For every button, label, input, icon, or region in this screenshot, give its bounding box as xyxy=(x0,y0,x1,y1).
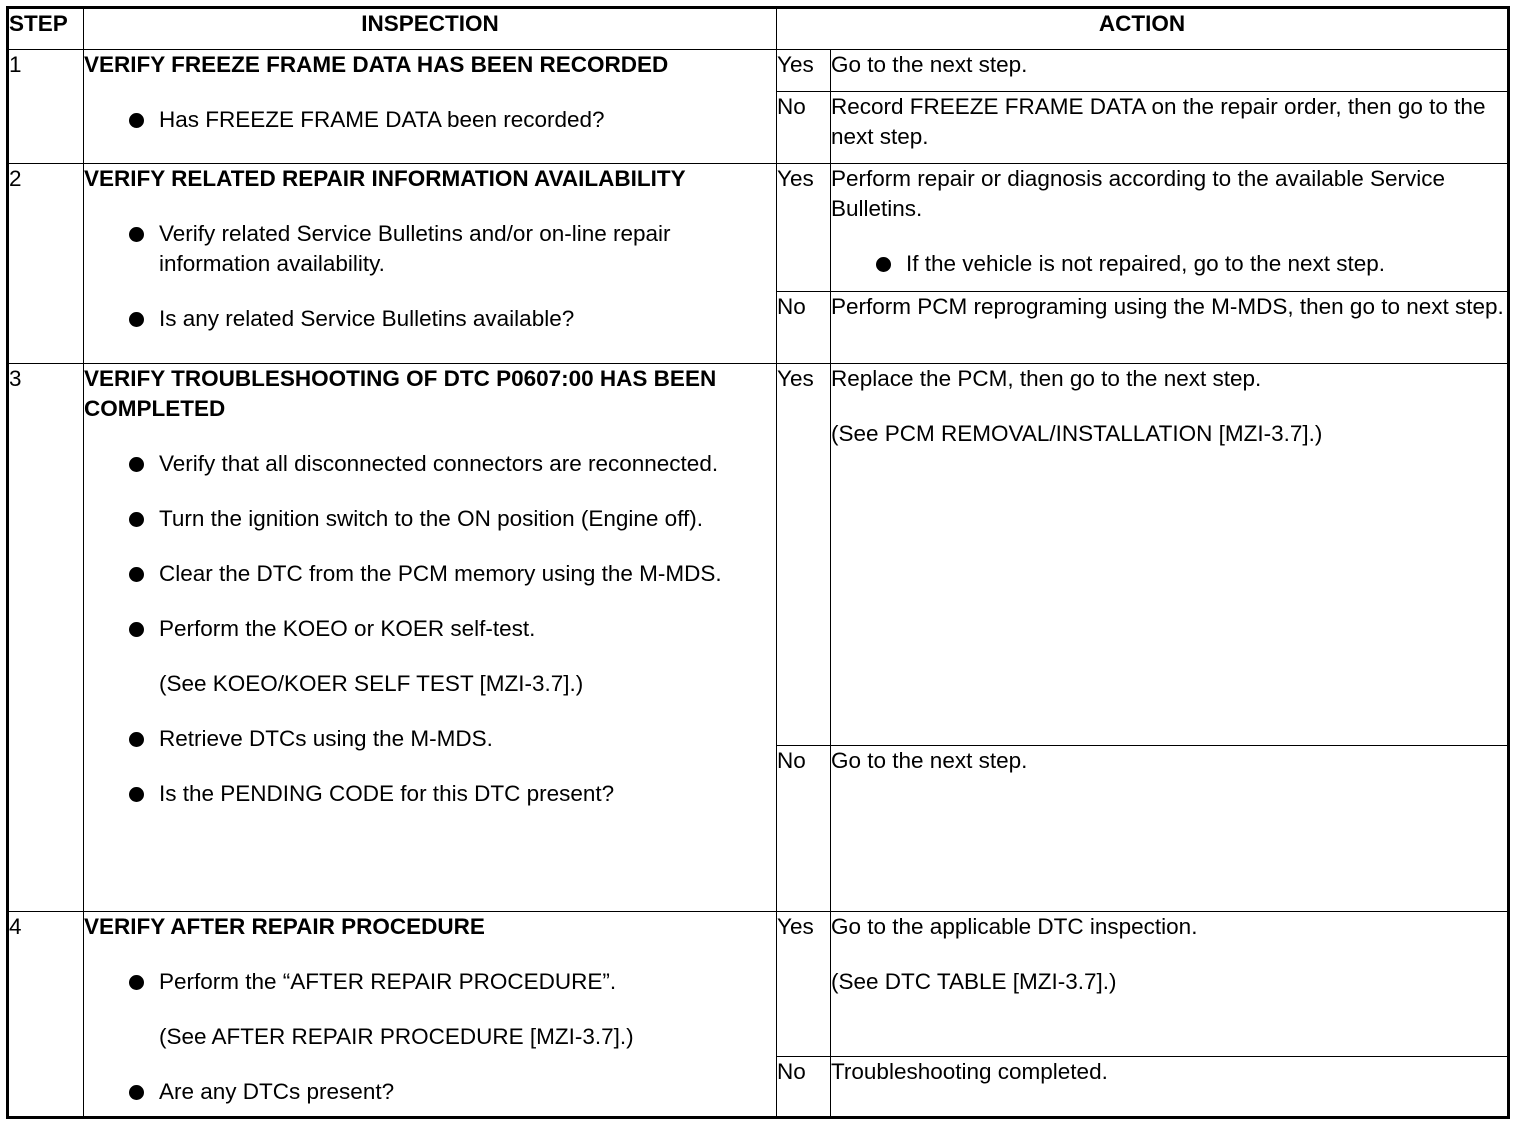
step-number: 2 xyxy=(8,164,84,364)
step-title: VERIFY TROUBLESHOOTING OF DTC P0607:00 HAS BEEN COMPLETED xyxy=(84,366,717,421)
step-number: 4 xyxy=(8,912,84,1118)
action-item: If the vehicle is not repaired, go to the next step. xyxy=(831,249,1507,279)
no-action: Record FREEZE FRAME DATA on the repair order, then go to the next step. xyxy=(831,92,1509,164)
inspection-list xyxy=(84,967,776,1107)
yes-label: Yes xyxy=(777,164,831,292)
yes-reference: (See PCM REMOVAL/INSTALLATION [MZI-3.7].) xyxy=(831,421,1323,446)
inspection-item: Is any related Service Bulletins available? xyxy=(84,304,776,334)
no-action: Go to the next step. xyxy=(831,746,1509,912)
inspection-item: Is the PENDING CODE for this DTC present? xyxy=(84,779,776,809)
inspection-item: Perform the KOEO or KOER self-test. xyxy=(84,614,776,644)
no-label: No xyxy=(777,746,831,912)
inspection-cell xyxy=(84,164,777,364)
inspection-item: Perform the “AFTER REPAIR PROCEDURE”. xyxy=(84,967,776,997)
inspection-list xyxy=(84,219,776,334)
action-list xyxy=(831,249,1507,279)
no-label: No xyxy=(777,292,831,364)
header-row xyxy=(8,8,1509,50)
no-action: Perform PCM reprograming using the M-MDS, then go to next step. xyxy=(831,292,1509,364)
yes-action-cell xyxy=(831,912,1509,1057)
inspection-item: Are any DTCs present? xyxy=(84,1077,776,1107)
inspection-list xyxy=(84,105,776,135)
inspection-item: Verify that all disconnected connectors are reconnected. xyxy=(84,449,776,479)
troubleshooting-table xyxy=(6,6,1510,1119)
inspection-item: Has FREEZE FRAME DATA been recorded? xyxy=(84,105,776,135)
yes-action: Perform repair or diagnosis according to the available Service Bulletins. xyxy=(831,166,1446,221)
yes-label: Yes xyxy=(777,364,831,746)
no-label: No xyxy=(777,1057,831,1118)
inspection-cell xyxy=(84,912,777,1118)
yes-label: Yes xyxy=(777,50,831,92)
inspection-reference: (See KOEO/KOER SELF TEST [MZI-3.7].) xyxy=(159,671,584,696)
yes-reference: (See DTC TABLE [MZI-3.7].) xyxy=(831,969,1117,994)
yes-action: Go to the applicable DTC inspection. xyxy=(831,914,1198,939)
yes-action-cell xyxy=(831,364,1509,746)
inspection-header: INSPECTION xyxy=(84,8,777,50)
step-title: VERIFY FREEZE FRAME DATA HAS BEEN RECORDED xyxy=(84,52,669,77)
inspection-item: Clear the DTC from the PCM memory using the M-MDS. xyxy=(84,559,776,589)
step-title: VERIFY AFTER REPAIR PROCEDURE xyxy=(84,914,485,939)
inspection-item: Turn the ignition switch to the ON position (Engine off). xyxy=(84,504,776,534)
step-number: 1 xyxy=(8,50,84,164)
step-2-yes-row xyxy=(8,164,1509,292)
step-4-yes-row xyxy=(8,912,1509,1057)
inspection-cell xyxy=(84,364,777,912)
yes-action-cell xyxy=(831,164,1509,292)
yes-action: Replace the PCM, then go to the next step. xyxy=(831,366,1262,391)
yes-label: Yes xyxy=(777,912,831,1057)
inspection-item: Verify related Service Bulletins and/or on-line repair information availability. xyxy=(84,219,776,279)
step-title: VERIFY RELATED REPAIR INFORMATION AVAILABILITY xyxy=(84,166,686,191)
action-header: ACTION xyxy=(777,8,1509,50)
step-header: STEP xyxy=(8,8,84,50)
no-label: No xyxy=(777,92,831,164)
step-1-yes-row xyxy=(8,50,1509,92)
inspection-reference: (See AFTER REPAIR PROCEDURE [MZI-3.7].) xyxy=(159,1024,634,1049)
yes-action: Go to the next step. xyxy=(831,50,1509,92)
inspection-cell xyxy=(84,50,777,164)
inspection-item: Retrieve DTCs using the M-MDS. xyxy=(84,724,776,754)
step-3-yes-row xyxy=(8,364,1509,746)
inspection-list xyxy=(84,449,776,809)
step-number: 3 xyxy=(8,364,84,912)
no-action: Troubleshooting completed. xyxy=(831,1057,1509,1118)
